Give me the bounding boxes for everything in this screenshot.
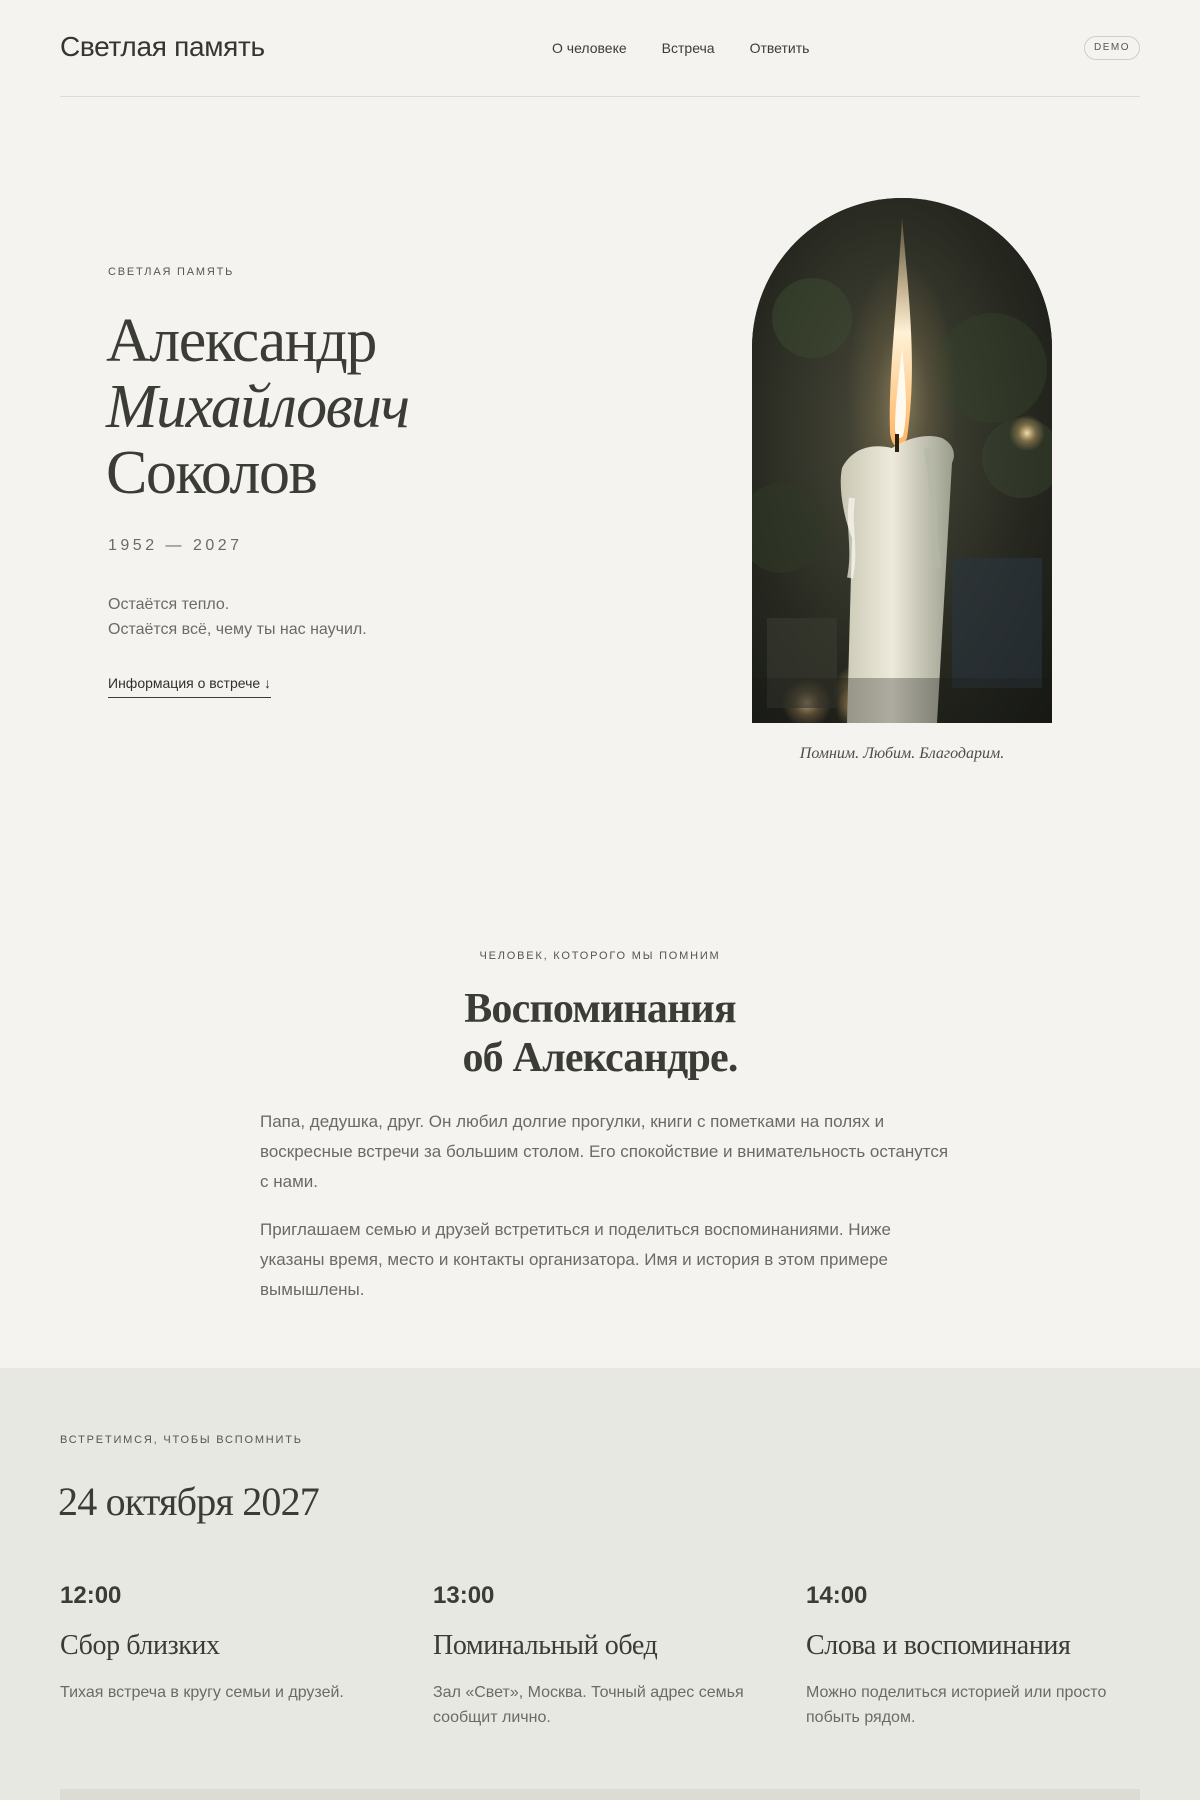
name-last: Соколов — [106, 439, 317, 507]
meeting-date: 24 октября 2027 — [58, 1479, 320, 1524]
schedule-description: Можно поделиться историей или просто побыть рядом. — [806, 1684, 1107, 1726]
photo-caption: Помним. Любим. Благодарим. — [799, 745, 1005, 762]
hero-name — [106, 308, 409, 506]
name-middle: Михайлович — [106, 373, 409, 441]
nav-link-meeting[interactable]: Встреча — [661, 40, 715, 56]
hero-eyebrow: СВЕТЛАЯ ПАМЯТЬ — [108, 266, 235, 278]
name-first: Александр — [106, 307, 376, 375]
about-paragraph-2: Приглашаем семью и друзей встретиться и поделиться воспоминаниями. Ниже указаны время, место и контакты организатора. Имя и история в этом примере вымышлены. — [260, 1220, 891, 1299]
schedule-title: Слова и воспоминания — [806, 1630, 1071, 1661]
schedule-description: Зал «Свет», Москва. Точный адрес семья сообщит лично. — [433, 1684, 744, 1726]
main-nav — [552, 40, 809, 56]
site-header — [60, 0, 1140, 97]
about-title-line-2: об Александре. — [462, 1035, 738, 1081]
about-title-line-1: Воспоминания — [464, 986, 736, 1032]
hero-text-line-2: Остаётся всё, чему ты нас научил. — [108, 621, 367, 638]
candle-photo — [752, 198, 1052, 723]
schedule-item — [806, 1582, 1136, 1730]
meeting-info-link[interactable]: Информация о встрече ↓ — [108, 675, 271, 698]
schedule-time: 12:00 — [60, 1582, 122, 1609]
hero-text — [108, 592, 367, 642]
about-paragraph-1: Папа, дедушка, друг. Он любил долгие прогулки, книги с пометками на полях и воскресные встречи за большим столом. Его спокойствие и внимательность останутся с нами. — [260, 1112, 949, 1191]
demo-badge: DEMO — [1084, 36, 1140, 60]
next-section-edge — [60, 1789, 1140, 1800]
candle-image — [752, 198, 1052, 723]
nav-link-reply[interactable]: Ответить — [749, 40, 810, 56]
schedule-time: 13:00 — [433, 1582, 495, 1609]
about-eyebrow: ЧЕЛОВЕК, КОТОРОГО МЫ ПОМНИМ — [479, 950, 721, 962]
schedule-item — [433, 1582, 763, 1730]
schedule-time: 14:00 — [806, 1582, 868, 1609]
schedule-description: Тихая встреча в кругу семьи и друзей. — [60, 1684, 344, 1701]
meeting-eyebrow: ВСТРЕТИМСЯ, ЧТОБЫ ВСПОМНИТЬ — [60, 1434, 303, 1446]
about-title — [0, 985, 1200, 1083]
nav-link-about[interactable]: О человеке — [552, 40, 627, 56]
life-years: 1952 — 2027 — [108, 537, 243, 554]
brand-logo[interactable]: Светлая память — [60, 31, 265, 62]
schedule-item — [60, 1582, 390, 1705]
schedule-title: Поминальный обед — [433, 1630, 658, 1661]
meeting-section — [0, 1368, 1200, 1800]
hero-text-line-1: Остаётся тепло. — [108, 596, 230, 613]
schedule-title: Сбор близких — [60, 1630, 220, 1661]
